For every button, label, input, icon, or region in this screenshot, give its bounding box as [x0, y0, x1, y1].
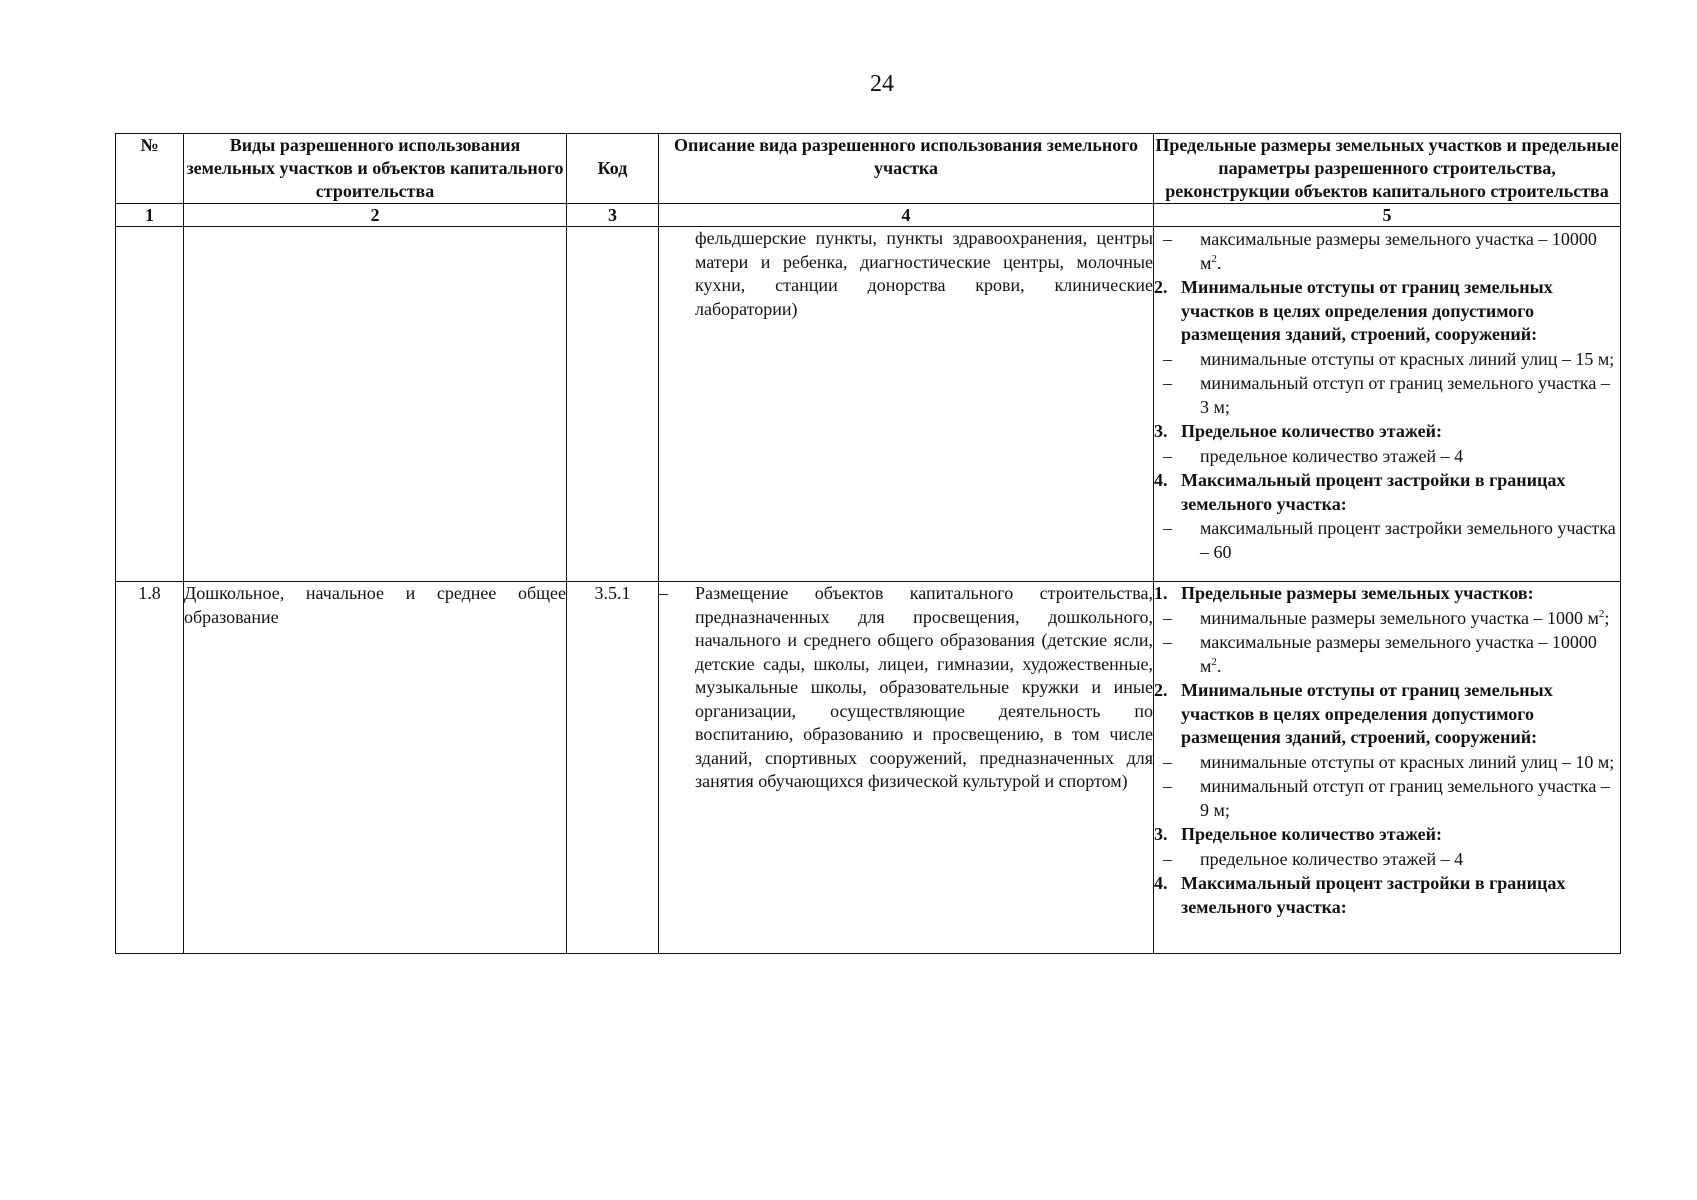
row-number: 1.8 — [116, 582, 184, 954]
use-code: 3.5.1 — [567, 582, 659, 954]
use-kind: Дошкольное, начальное и среднее общее образование — [184, 582, 567, 954]
limit-text — [1200, 848, 1620, 872]
limit-item — [1154, 348, 1620, 372]
punctuation: ; — [1604, 607, 1610, 628]
use-limits — [1154, 227, 1621, 582]
limit-heading — [1154, 469, 1620, 516]
heading-text: Предельное количество этажей: — [1181, 421, 1442, 441]
heading-number: 1. — [1154, 583, 1168, 603]
heading-number: 3. — [1154, 421, 1168, 441]
header-code: Код — [567, 134, 659, 204]
dash-marker: – — [1163, 632, 1172, 652]
limit-text-main: минимальные отступы от красных линий улиц – 15 м; — [1200, 348, 1615, 369]
header-limits: Предельные размеры земельных участков и предельные параметры разрешенного строительства, реконструкции объектов капитального строительства — [1154, 134, 1621, 204]
heading-text: Минимальные отступы от границ земельных участков в целях определения допустимого размещения зданий, строений, сооружений: — [1181, 680, 1553, 747]
column-number: 2 — [184, 204, 567, 227]
limit-item — [1154, 517, 1620, 564]
heading-text: Минимальные отступы от границ земельных участков в целях определения допустимого размещения зданий, строений, сооружений: — [1181, 277, 1553, 344]
dash-marker: – — [1163, 518, 1172, 538]
heading-text: Предельные размеры земельных участков: — [1181, 583, 1534, 603]
limit-heading — [1154, 679, 1620, 750]
limit-text-main: минимальный отступ от границ земельного участка – 3 м; — [1200, 373, 1610, 417]
superscript: 2 — [1211, 252, 1217, 265]
superscript: 2 — [1598, 607, 1605, 620]
limit-text — [1200, 348, 1620, 372]
column-number-row — [116, 204, 1621, 227]
limit-text-main: предельное количество этажей – 4 — [1200, 445, 1464, 466]
heading-number: 4. — [1154, 470, 1168, 490]
dash-marker: – — [1163, 348, 1172, 369]
limit-text-main: максимальные размеры земельного участка – 10000 м — [1200, 229, 1597, 273]
description-text: фельдшерские пункты, пункты здравоохранения, центры матери и ребенка, диагностические центры, молочные кухни, станции донорства крови, клинические лаборатории) — [695, 228, 1153, 319]
heading-number: 2. — [1154, 680, 1168, 700]
description-text: Размещение объектов капитального строительства, предназначенных для просвещения, дошкольного, начального и среднего общего образования (детские ясли, детские сады, школы, лицеи, гимназии, художественные, музыкальные школы, образовательные кружки и иные организации, осуществляющие деятельность по воспитанию, образованию и просвещению, в том числе зданий, спортивных сооружений, предназначенных для занятия обучающихся физической культурой и спортом) — [695, 583, 1153, 791]
use-description — [659, 227, 1154, 582]
punctuation: . — [1216, 252, 1222, 273]
limit-item — [1154, 372, 1620, 419]
limit-heading — [1154, 276, 1620, 347]
limit-item — [1154, 751, 1620, 775]
column-number: 1 — [116, 204, 184, 227]
use-code — [567, 227, 659, 582]
limit-heading — [1154, 582, 1620, 606]
use-description — [659, 582, 1154, 954]
limit-text-main: минимальные отступы от красных линий улиц – 10 м; — [1200, 751, 1615, 772]
limit-text — [1200, 775, 1620, 822]
use-kind — [184, 227, 567, 582]
limit-text — [1200, 517, 1620, 564]
limit-text-main: максимальные размеры земельного участка – 10000 м — [1200, 632, 1597, 676]
limit-text — [1200, 607, 1620, 631]
land-use-table — [115, 133, 1621, 954]
heading-text: Максимальный процент застройки в границах земельного участка: — [1181, 470, 1566, 514]
dash-marker: – — [1163, 848, 1172, 869]
row-number — [116, 227, 184, 582]
header-kind: Виды разрешенного использования земельных участков и объектов капитального строительства — [184, 134, 567, 204]
heading-number: 2. — [1154, 277, 1168, 297]
limit-text — [1200, 445, 1620, 469]
header-description: Описание вида разрешенного использования земельного участка — [659, 134, 1154, 204]
limit-heading — [1154, 872, 1620, 919]
dash-marker: – — [1163, 229, 1172, 249]
limit-item — [1154, 631, 1620, 678]
limit-item — [1154, 775, 1620, 822]
page-number: 24 — [870, 71, 894, 97]
header-row — [116, 134, 1621, 204]
dash-marker: – — [1163, 751, 1172, 772]
use-limits — [1154, 582, 1621, 954]
limit-text — [1200, 751, 1620, 775]
limit-item — [1154, 445, 1620, 469]
limit-heading — [1154, 823, 1620, 847]
limit-item — [1154, 607, 1620, 631]
heading-text: Максимальный процент застройки в границах земельного участка: — [1181, 873, 1566, 917]
limit-text — [1200, 631, 1620, 678]
column-number: 3 — [567, 204, 659, 227]
limit-text-main: минимальный отступ от границ земельного участка – 9 м; — [1200, 776, 1610, 820]
limit-text — [1200, 228, 1620, 275]
limit-item — [1154, 848, 1620, 872]
column-number: 4 — [659, 204, 1154, 227]
heading-number: 3. — [1154, 824, 1168, 844]
limit-heading — [1154, 420, 1620, 444]
column-number: 5 — [1154, 204, 1621, 227]
limit-text-main: предельное количество этажей – 4 — [1200, 848, 1464, 869]
header-no: № — [116, 134, 184, 204]
limit-text — [1200, 372, 1620, 419]
limit-item — [1154, 228, 1620, 275]
dash-marker: – — [1163, 445, 1172, 466]
dash-marker: – — [1163, 607, 1172, 628]
punctuation: . — [1216, 655, 1222, 676]
limit-text-main: максимальный процент застройки земельного участка – 60 — [1200, 518, 1616, 562]
heading-number: 4. — [1154, 873, 1168, 893]
superscript: 2 — [1211, 655, 1217, 668]
dash-marker: – — [1163, 776, 1172, 796]
heading-text: Предельное количество этажей: — [1181, 824, 1442, 844]
limit-text-main: минимальные размеры земельного участка – 1000 м — [1200, 607, 1599, 628]
dash-marker: – — [1163, 373, 1172, 393]
table-row — [116, 582, 1621, 954]
dash-marker: – — [659, 583, 668, 603]
table-row — [116, 227, 1621, 582]
